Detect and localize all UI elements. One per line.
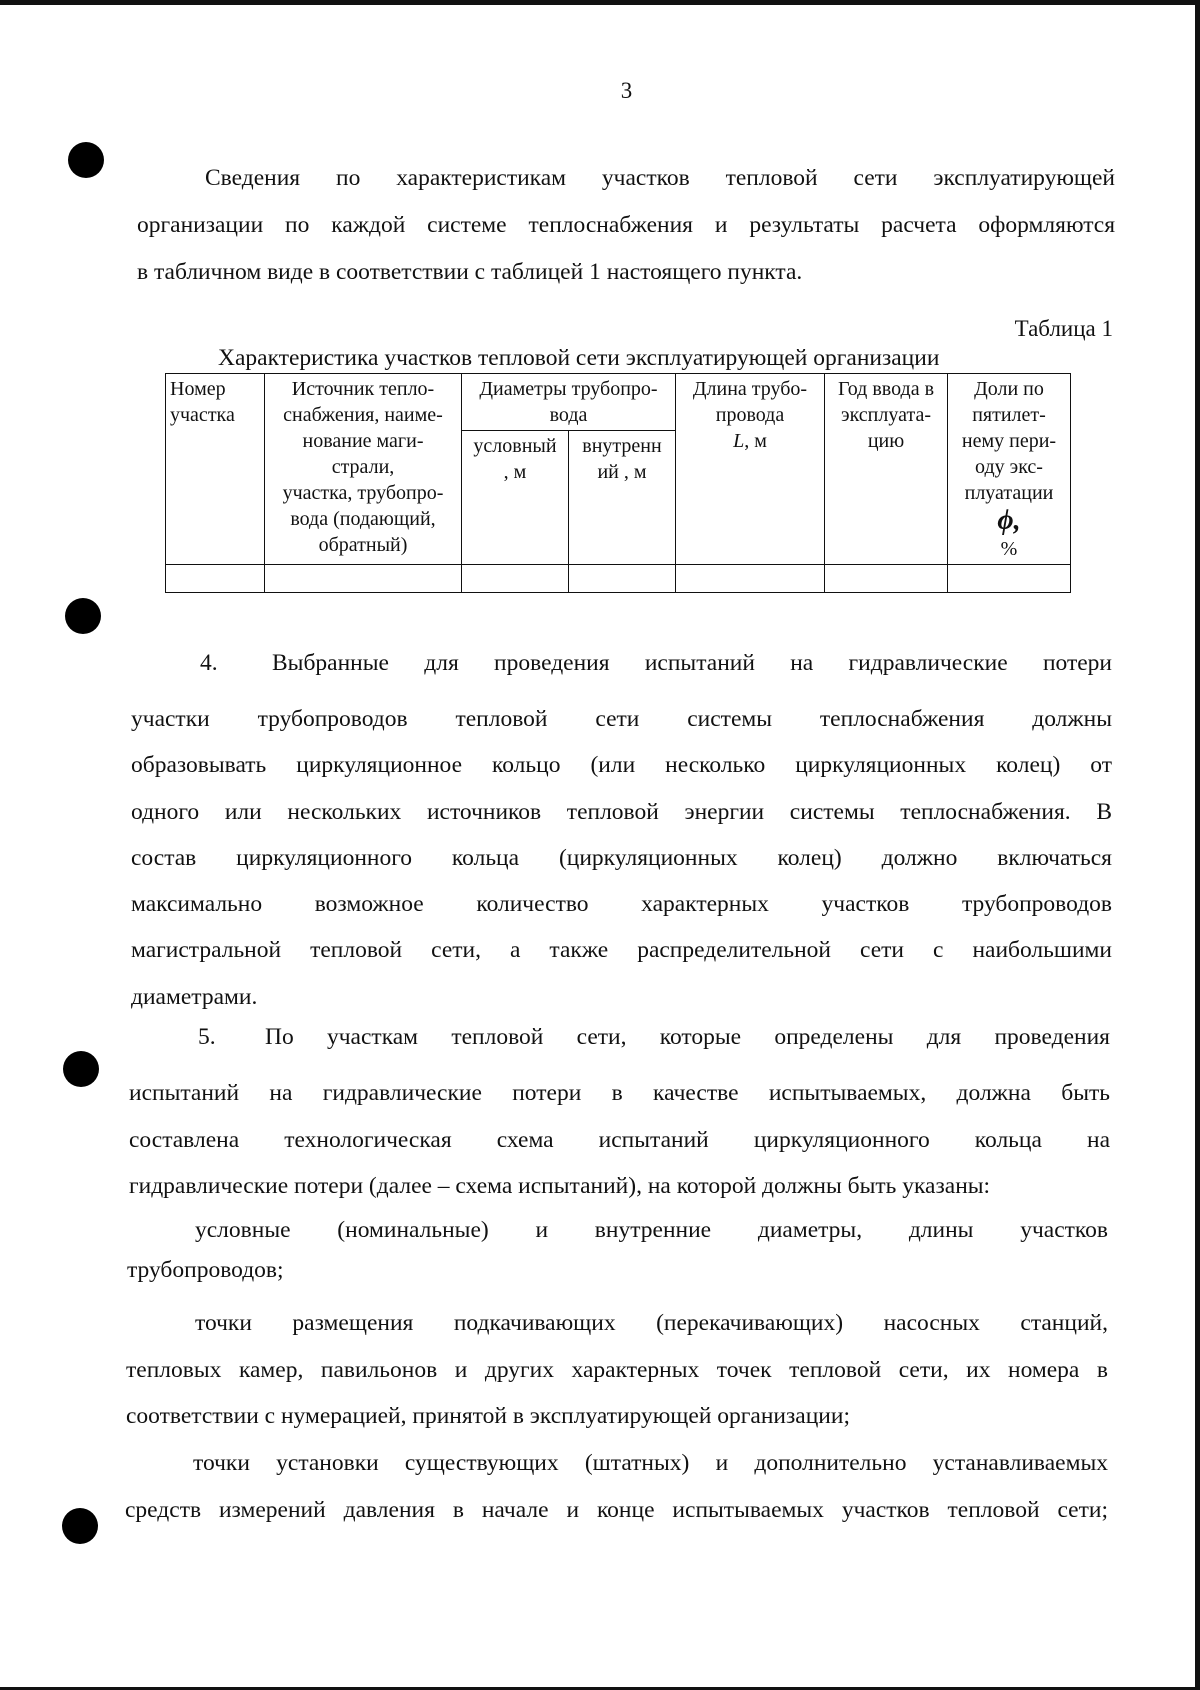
- header-source: [265, 374, 462, 565]
- item4-paragraph: [131, 696, 1112, 1020]
- punch-hole-2: [65, 598, 101, 634]
- header-text: , м: [503, 461, 527, 483]
- header-text: участка: [170, 404, 235, 426]
- table-caption: Характеристика участков тепловой сети эксплуатирующей организации: [218, 345, 940, 371]
- bullet1-line-2: трубопроводов;: [127, 1257, 284, 1283]
- bullet1-paragraph: [127, 1210, 1108, 1290]
- header-text: эксплуата-: [841, 404, 931, 426]
- bullet3-paragraph: [125, 1440, 1108, 1533]
- bullet2-line-1: точки размещения подкачивающих (перекачивающих) насосных станций,: [195, 1310, 1108, 1336]
- bullet2-line-3: соответствии с нумерацией, принятой в эксплуатирующей организации;: [126, 1403, 850, 1429]
- intro-line-2: организации по каждой системе теплоснабжения и результаты расчета оформляются: [137, 212, 1115, 238]
- header-text: вода (подающий,: [290, 508, 436, 530]
- item4-line-2: образовывать циркуляционное кольцо (или несколько циркуляционных колец) от: [131, 752, 1112, 779]
- characteristics-table: [165, 373, 1071, 593]
- header-text: цию: [867, 430, 905, 452]
- header-nominal-diameter: [462, 431, 569, 565]
- header-text: Диаметры трубопро-: [479, 378, 658, 400]
- item4-line-5: максимально возможное количество характерных участков трубопроводов: [131, 891, 1112, 918]
- header-text: Номер: [170, 378, 226, 400]
- header-text: ий , м: [597, 461, 647, 483]
- header-length-unit: [680, 428, 820, 454]
- table-header-row-1: [166, 374, 1071, 431]
- header-text: условный: [473, 435, 557, 457]
- header-year: [825, 374, 948, 565]
- length-unit: , м: [744, 430, 767, 452]
- length-symbol: L: [733, 430, 745, 452]
- empty-cell: [462, 565, 569, 593]
- intro-line-1: Сведения по характеристикам участков тепловой сети эксплуатирующей: [205, 165, 1115, 191]
- header-text: плуатации: [964, 482, 1054, 504]
- header-section-number: [166, 374, 265, 565]
- header-text: оду экс-: [975, 456, 1043, 478]
- item4-line-3: одного или нескольких источников тепловой энергии системы теплоснабжения. В: [131, 798, 1112, 825]
- bullet3-line-1: точки установки существующих (штатных) и дополнительно устанавливаемых: [193, 1450, 1108, 1476]
- item5-number: 5.: [198, 1024, 216, 1050]
- header-text: внутренн: [582, 435, 662, 457]
- header-length: [676, 374, 825, 565]
- item5-first-line: [198, 1024, 1110, 1051]
- header-text: вода: [549, 404, 588, 426]
- empty-cell: [166, 565, 265, 593]
- bullet2-line-2: тепловых камер, павильонов и других характерных точек тепловой сети, их номера в: [126, 1356, 1108, 1383]
- header-text: страли,: [331, 456, 395, 478]
- header-text: пятилет-: [972, 404, 1046, 426]
- table-label: Таблица 1: [1014, 316, 1113, 341]
- header-diameters: [462, 374, 676, 431]
- header-text: снабжения, наиме-: [283, 404, 443, 426]
- header-text: обратный): [318, 534, 408, 556]
- punch-hole-1: [68, 142, 104, 178]
- item5-first-text: По участкам тепловой сети, которые определены для проведения: [265, 1024, 1110, 1050]
- bullet2-paragraph: [126, 1300, 1108, 1440]
- bullet1-line-1: условные (номинальные) и внутренние диаметры, длины участков: [195, 1217, 1108, 1243]
- header-text: Источник тепло-: [291, 378, 435, 400]
- item5-paragraph: [129, 1070, 1110, 1210]
- punch-hole-4: [62, 1508, 98, 1544]
- header-text: нему пери-: [961, 430, 1057, 452]
- header-text: Год ввода в: [837, 378, 935, 400]
- item5-line-3: гидравлические потери (далее – схема испытаний), на которой должны быть указаны:: [129, 1173, 991, 1199]
- intro-line-3: в табличном виде в соответствии с таблицей 1 настоящего пункта.: [137, 259, 803, 285]
- item4-number: 4.: [200, 650, 218, 676]
- item5-line-2: составлена технологическая схема испытаний циркуляционного кольца на: [129, 1126, 1110, 1153]
- item4-line-4: состав циркуляционного кольца (циркуляционных колец) должно включаться: [131, 844, 1112, 871]
- item4-first-text: Выбранные для проведения испытаний на гидравлические потери: [272, 650, 1112, 676]
- header-share: [948, 374, 1071, 565]
- header-inner-diameter: [569, 431, 676, 565]
- bullet3-line-2: средств измерений давления в начале и конце испытываемых участков тепловой сети;: [125, 1496, 1108, 1523]
- header-text: %: [1000, 538, 1018, 560]
- item4-line-7: диаметрами.: [131, 983, 258, 1010]
- empty-cell: [676, 565, 825, 593]
- phi-symbol: ϕ,: [997, 505, 1021, 536]
- empty-cell: [948, 565, 1071, 593]
- header-text: провода: [715, 404, 785, 426]
- empty-cell: [265, 565, 462, 593]
- item4-first-line: [200, 650, 1112, 677]
- header-text: нование маги-: [302, 430, 424, 452]
- header-text: участка, трубопро-: [282, 482, 444, 504]
- header-text: Длина трубо-: [692, 378, 808, 400]
- header-text: Доли по: [974, 378, 1044, 400]
- item5-line-1: испытаний на гидравлические потери в качестве испытываемых, должна быть: [129, 1080, 1110, 1106]
- punch-hole-3: [63, 1051, 99, 1087]
- intro-paragraph: [137, 155, 1115, 296]
- empty-cell: [569, 565, 676, 593]
- item4-line-1: участки трубопроводов тепловой сети системы теплоснабжения должны: [131, 706, 1112, 732]
- table-empty-row: [166, 565, 1071, 593]
- empty-cell: [825, 565, 948, 593]
- page-number: 3: [620, 78, 633, 103]
- scan-border-top: [0, 0, 1200, 5]
- item4-line-6: магистральной тепловой сети, а также распределительной сети с наибольшими: [131, 937, 1112, 964]
- scan-border-right: [1195, 0, 1200, 1690]
